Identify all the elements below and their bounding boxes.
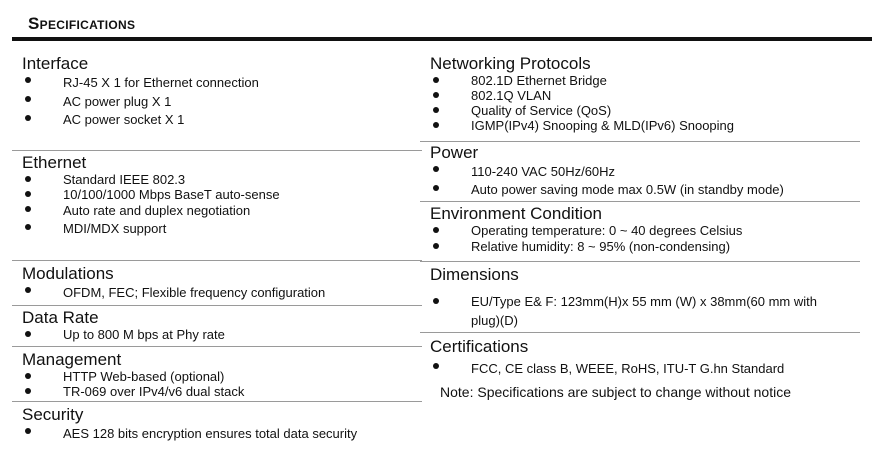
bullet-icon [25,373,31,379]
list-item: TR-069 over IPv4/v6 dual stack [22,384,244,399]
bullet-icon [433,92,439,98]
section-modulations [22,265,325,302]
section-networking-protocols [430,55,734,133]
list-item: RJ-45 X 1 for Ethernet connection [22,73,259,92]
list-item: Operating temperature: 0 ~ 40 degrees Celsius [430,223,742,239]
disclaimer-note: Note: Specifications are subject to change without notice [440,384,791,400]
section-heading: Certifications [430,337,529,356]
divider [12,305,422,306]
section-environment-condition [430,205,742,255]
list-item: 110-240 VAC 50Hz/60Hz [430,162,784,181]
section-security [22,406,357,443]
list-item: Standard IEEE 802.3 [22,172,280,187]
divider [12,401,422,402]
list-item: Quality of Service (QoS) [430,103,734,118]
bullet-icon [433,227,439,233]
section-heading: Management [22,350,122,369]
bullet-icon [25,206,31,212]
section-interface [22,55,259,129]
section-ethernet [22,154,280,237]
section-heading: Security [22,405,84,424]
list-item: HTTP Web-based (optional) [22,369,244,384]
bullet-icon [25,77,31,83]
bullet-icon [25,388,31,394]
list-item: AC power socket X 1 [22,111,259,129]
bullet-icon [25,176,31,182]
bullet-icon [433,243,439,249]
list-item: EU/Type E& F: 123mm(H)x 55 mm (W) x 38mm(60 mm with plug)(D) [430,292,870,330]
section-heading: Environment Condition [430,204,602,223]
bullet-icon [433,122,439,128]
bullet-icon [25,96,31,102]
list-item: Auto rate and duplex negotiation [22,202,280,220]
list-item: AES 128 bits encryption ensures total data security [22,424,357,443]
bullet-icon [25,331,31,337]
section-heading: Modulations [22,264,114,283]
page-title: Specifications [28,14,136,33]
bullet-icon [433,77,439,83]
list-item: 802.1D Ethernet Bridge [430,73,734,88]
divider [12,150,422,151]
list-item: Up to 800 M bps at Phy rate [22,327,225,342]
list-item: MDI/MDX support [22,220,280,237]
bullet-icon [433,166,439,172]
list-item: IGMP(IPv4) Snooping & MLD(IPv6) Snooping [430,118,734,133]
divider [420,261,860,262]
divider [420,332,860,333]
list-item: Relative humidity: 8 ~ 95% (non-condensing) [430,239,742,255]
section-management [22,351,244,399]
section-heading: Ethernet [22,153,87,172]
list-item: AC power plug X 1 [22,92,259,111]
bullet-icon [25,191,31,197]
divider [12,260,422,261]
section-certifications [430,338,784,378]
divider [420,141,860,142]
bullet-icon [25,428,31,434]
section-dimensions [430,266,870,330]
section-heading: Networking Protocols [430,54,591,73]
divider [420,201,860,202]
list-item: 10/100/1000 Mbps BaseT auto-sense [22,187,280,202]
bullet-icon [433,363,439,369]
bullet-icon [433,298,439,304]
list-item: FCC, CE class B, WEEE, RoHS, ITU-T G.hn Standard [430,359,784,378]
list-item: Auto power saving mode max 0.5W (in standby mode) [430,181,784,198]
section-heading: Dimensions [430,265,519,284]
section-data-rate [22,309,225,342]
bullet-icon [433,107,439,113]
title-rule [12,37,872,41]
list-item: 802.1Q VLAN [430,88,734,103]
section-power [430,144,784,198]
section-heading: Interface [22,54,89,73]
list-item: OFDM, FEC; Flexible frequency configuration [22,283,325,302]
divider [12,346,422,347]
bullet-icon [25,224,31,230]
bullet-icon [25,287,31,293]
bullet-icon [25,115,31,121]
section-heading: Data Rate [22,308,99,327]
section-heading: Power [430,143,479,162]
bullet-icon [433,185,439,191]
